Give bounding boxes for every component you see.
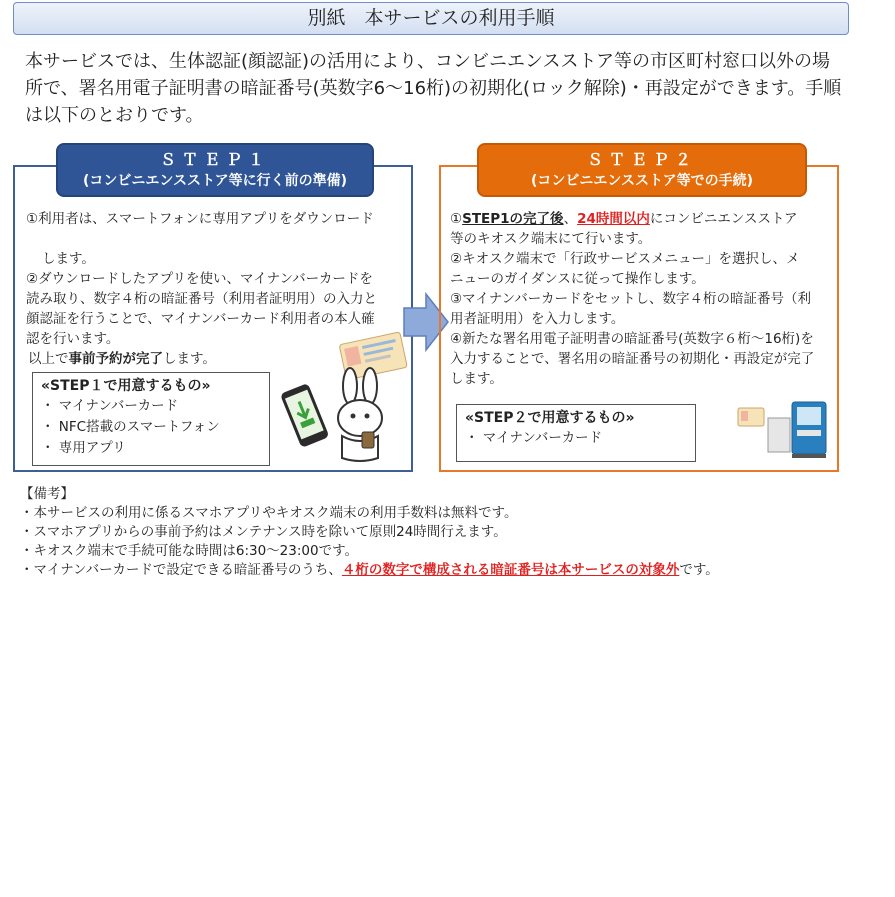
step2-text [450, 209, 834, 389]
step1-subtitle: (コンビニエンスストア等に行く前の準備) [83, 173, 347, 189]
step2-subtitle: (コンビニエンスストア等での手続) [531, 173, 753, 189]
step2-line1-prefix: ① [450, 211, 463, 227]
kiosk-terminal-illustration [734, 396, 834, 460]
step1-line1: ①利用者は、スマートフォンに専用アプリをダウンロード [26, 211, 374, 227]
intro-text: 本サービスでは、生体認証(顔認証)の活用により、コンビニエンスストア等の市区町村窓口以外の場所で、署名用電子証明書の暗証番号(英数字6～16桁)の初期化(ロック解除)・再設定ができます。手順は以下のとおりです。 [25, 51, 842, 126]
step1-line1b: します。 [42, 251, 95, 267]
step2-need-box [456, 404, 696, 462]
note-item-prefix: ・マイナンバーカードで設定できる暗証番号のうち、 [20, 562, 342, 578]
step2-line4: ④新たな署名用電子証明書の暗証番号(英数字６桁～16桁)を入力することで、署名用の暗証番号の初期化・再設定が完了します。 [450, 331, 815, 387]
step2-line2: ②キオスク端末で「行政サービスメニュー」を選択し、メニューのガイダンスに従って操作します。 [450, 251, 800, 287]
step1-need-item: ・ マイナンバーカード [41, 398, 179, 414]
notes-heading: 【備考】 [20, 486, 74, 502]
step2-line1-comma: 、 [563, 211, 578, 227]
note-item: ・スマホアプリからの事前予約はメンテナンス時を除いて原則24時間行えます。 [20, 524, 507, 540]
step1-label: ＳＴＥＰ１ [159, 150, 270, 169]
rabbit-mascot-illustration [328, 366, 394, 466]
note-item-emphasis: ４桁の数字で構成される暗証番号は本サービスの対象外 [341, 562, 680, 578]
step2-header [477, 143, 807, 197]
note-item: ・キオスク端末で手続可能な時間は6:30～23:00です。 [20, 543, 359, 559]
note-item: ・本サービスの利用に係るスマホアプリやキオスク端末の利用手数料は無料です。 [20, 505, 518, 521]
step2-label: ＳＴＥＰ２ [586, 150, 697, 169]
step1-header [56, 143, 374, 197]
step1-need-title: «STEP１で用意するもの» [41, 378, 211, 394]
step2-line1-red: 24時間以内 [577, 211, 650, 227]
step1-line2: ②ダウンロードしたアプリを使い、マイナンバーカードを読み取り、数字４桁の暗証番号（利用者証明用）の入力と顔認証を行うことで、マイナンバーカード利用者の本人確認を行います。 [26, 271, 377, 347]
step2-need-item: ・ マイナンバーカード [465, 430, 603, 446]
step1-need-item: ・ 専用アプリ [41, 440, 126, 456]
page-title: 別紙 本サービスの利用手順 [13, 2, 849, 35]
notes-section [20, 485, 880, 580]
step2-line3: ③マイナンバーカードをセットし、数字４桁の暗証番号（利用者証明用）を入力します。 [450, 291, 811, 327]
step1-done-suffix: します。 [163, 351, 216, 367]
step2-line1-rest: にコンビニエンスストア等のキオスク端末にて行います。 [450, 211, 798, 247]
step2-line1-bold: STEP1の完了後 [462, 211, 564, 227]
step1-done-bold: 事前予約が完了 [68, 351, 163, 367]
step1-need-box [32, 372, 270, 466]
step2-need-title: «STEP２で用意するもの» [465, 410, 635, 426]
note-item-suffix: です。 [679, 562, 719, 578]
step1-done-prefix: 以上で [28, 351, 69, 367]
note-item [20, 561, 880, 580]
smartphone-icon [278, 380, 334, 452]
step1-need-item: ・ NFC搭載のスマートフォン [41, 419, 220, 435]
